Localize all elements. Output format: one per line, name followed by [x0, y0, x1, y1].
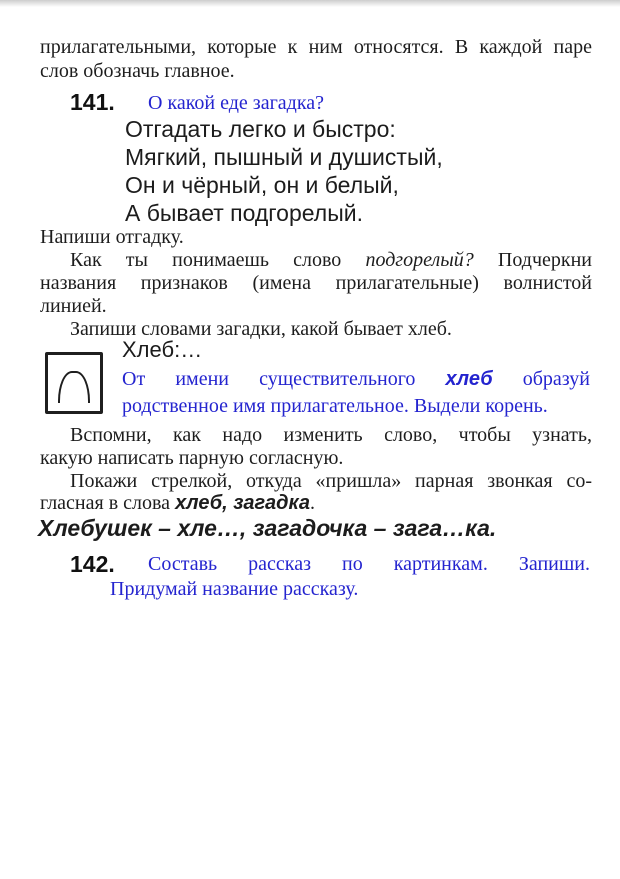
poem-line-1: Отгадать легко и быстро: — [125, 116, 396, 142]
intro-line-1: прилагательными, которые к ним относятся. В каждой паре — [40, 36, 592, 58]
riddle-poem — [125, 115, 443, 227]
poem-line-3: Он и чёрный, он и белый, — [125, 172, 399, 198]
task-pokazhi-line-1: Покажи стрелкой, откуда «пришла» парная звонкая со- — [70, 470, 592, 492]
poem-line-4: А бывает подгорелый. — [125, 200, 363, 226]
exercise-141-prompt: О какой еде загадка? — [148, 92, 325, 114]
task-ponimaesh-pre: Как ты понимаешь слово — [70, 249, 366, 271]
exercise-142-prompt-line-1: Составь рассказ по картинкам. Запиши. — [148, 553, 590, 575]
hleb-blue-post: образуй — [492, 368, 590, 390]
intro-line-2: слов обозначь главное. — [40, 60, 235, 82]
hleb-blue-word: хлеб — [445, 368, 493, 390]
hleb-blue-line-2: родственное имя прилагательное. Выдели корень. — [122, 395, 548, 417]
task-pokazhi-line-2 — [40, 492, 315, 515]
root-arc-glyph — [58, 371, 90, 403]
pokazhi-example-words: хлеб, загадка — [175, 492, 310, 514]
task-napishi: Напиши отгадку. — [40, 226, 184, 248]
task-ponimaesh-post: Подчеркни — [473, 249, 592, 271]
task-ponimaesh-line-2: названия признаков (имена прилагательные) волнистой — [40, 272, 592, 294]
poem-line-2: Мягкий, пышный и душистый, — [125, 144, 443, 170]
exercise-142-number: 142. — [70, 551, 115, 577]
exercise-142-prompt-line-2: Придумай название рассказу. — [110, 578, 359, 600]
task-ponimaesh-line-1 — [40, 249, 592, 272]
task-vspomni-line-1: Вспомни, как надо изменить слово, чтобы узнать, — [70, 424, 592, 446]
hleb-blue-line-1 — [122, 368, 590, 391]
pokazhi-post: . — [309, 492, 315, 514]
hleb-blue-pre: От имени существительного — [122, 368, 446, 390]
pokazhi-pre: гласная в слова — [40, 492, 176, 514]
page-top-shadow — [0, 0, 620, 7]
root-morpheme-icon — [45, 352, 103, 414]
task-vspomni-line-2: какую написать парную согласную. — [40, 447, 344, 469]
exercise-141-number: 141. — [70, 89, 115, 115]
task-ponimaesh-line-3: линией. — [40, 295, 107, 317]
hleb-answer-label: Хлеб:… — [122, 337, 203, 362]
hlebushek-example-line: Хлебушек – хле…, загадочка – зага…ка. — [38, 515, 497, 541]
task-ponimaesh-italic-word: подгорелый? — [365, 249, 474, 271]
task-zapishi: Запиши словами загадки, какой бывает хлеб. — [70, 318, 452, 340]
